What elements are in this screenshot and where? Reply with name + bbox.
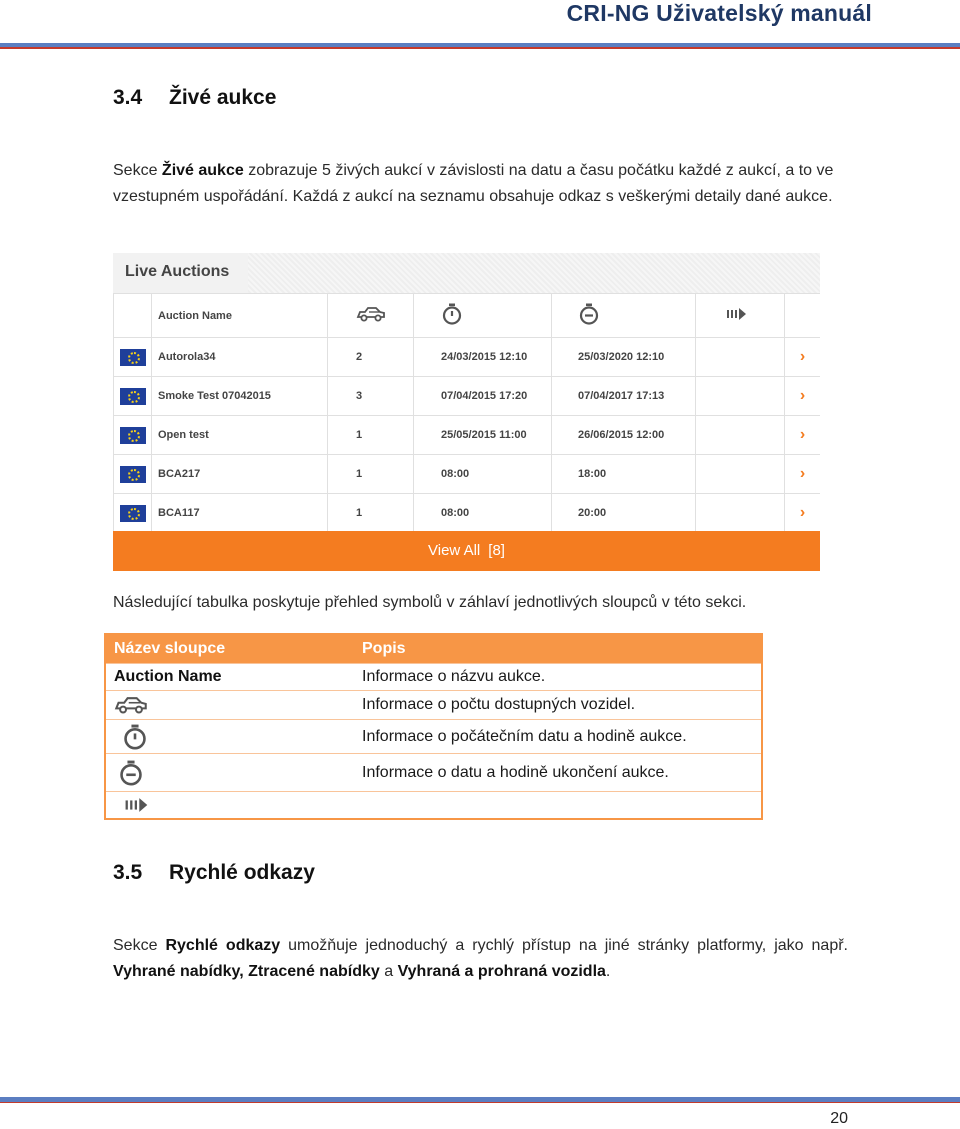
table-row <box>106 753 761 791</box>
table-row[interactable] <box>114 494 821 533</box>
stopwatch-start-icon <box>441 303 463 325</box>
section-heading-quick-links <box>113 861 315 885</box>
vehicle-count: 1 <box>328 494 414 533</box>
eu-flag-icon-cell <box>114 455 152 494</box>
next-cell <box>696 338 785 377</box>
section-heading-live-auctions <box>113 86 276 110</box>
vehicles-column-header <box>328 294 414 338</box>
car-icon <box>356 306 386 322</box>
table-row[interactable] <box>114 338 821 377</box>
footer-rule-red <box>0 1102 960 1103</box>
next-cell <box>696 416 785 455</box>
header-rule-red <box>0 47 960 49</box>
symbol-cell <box>106 691 362 719</box>
auctions-table <box>113 293 820 533</box>
chevron-right-icon[interactable]: › <box>785 338 821 377</box>
quick-links-paragraph <box>113 933 848 985</box>
eu-flag-icon <box>120 505 146 522</box>
symbol-description <box>362 792 761 818</box>
live-auctions-screenshot <box>113 253 820 571</box>
eu-flag-icon <box>120 466 146 483</box>
quick-links-bold-2: Vyhrané nabídky, Ztracené nabídky <box>113 963 380 980</box>
live-auctions-intro <box>113 158 848 210</box>
section-number: 3.5 <box>113 861 143 884</box>
start-time: 07/04/2015 17:20 <box>414 377 552 416</box>
eu-flag-icon-cell <box>114 494 152 533</box>
stopwatch-end-icon <box>578 303 600 325</box>
eu-flag-icon-cell <box>114 338 152 377</box>
symbol-description: Informace o datu a hodině ukončení aukce. <box>362 763 669 781</box>
quick-links-text: Sekce <box>113 937 166 954</box>
end-time: 07/04/2017 17:13 <box>552 377 696 416</box>
auction-name-header: Auction Name <box>152 294 328 338</box>
live-auctions-header <box>113 253 820 293</box>
quick-links-bold: Rychlé odkazy <box>165 937 281 954</box>
eu-flag-icon <box>120 388 146 405</box>
symbol-table-header <box>106 635 761 663</box>
symbol-cell <box>106 720 362 753</box>
chevron-right-icon[interactable]: › <box>785 377 821 416</box>
intro-text-lead: Sekce <box>113 162 162 179</box>
end-time: 26/06/2015 12:00 <box>552 416 696 455</box>
symbol-table <box>104 633 763 820</box>
vehicle-count: 1 <box>328 416 414 455</box>
live-auctions-title: Live Auctions <box>125 263 230 280</box>
chevron-right-icon[interactable]: › <box>785 494 821 533</box>
start-time: 08:00 <box>414 494 552 533</box>
chevron-right-icon[interactable]: › <box>785 455 821 494</box>
symbol-cell <box>106 754 362 791</box>
auctions-table-header <box>114 294 821 338</box>
intro-text-rest: zobrazuje 5 živých aukcí v závislosti na datu a času počátku každé z aukcí, a to ve vzestupném uspořádání. Každá z aukcí na seznamu obsahuje odkaz s veškerými detaily dané aukce. <box>113 162 834 205</box>
end-time: 25/03/2020 12:10 <box>552 338 696 377</box>
end-column-header <box>552 294 696 338</box>
table-row[interactable] <box>114 455 821 494</box>
table-row <box>106 663 761 690</box>
auction-name[interactable]: BCA117 <box>152 494 328 533</box>
start-time: 24/03/2015 12:10 <box>414 338 552 377</box>
section-number: 3.4 <box>113 86 143 109</box>
symbol-cell <box>106 792 362 818</box>
next-arrow-icon <box>124 797 150 813</box>
quick-links-text-mid: umožňuje jednoduchý a rychlý přístup na jiné stránky platformy, jako např. <box>280 937 849 954</box>
quick-links-bold-3: Vyhraná a prohraná vozidla <box>397 963 606 980</box>
manual-title: CRI-NG Uživatelský manuál <box>566 0 872 26</box>
auction-name[interactable]: Autorola34 <box>152 338 328 377</box>
next-cell <box>696 377 785 416</box>
view-all-label: View All <box>428 542 481 559</box>
start-column-header <box>414 294 552 338</box>
eu-flag-icon <box>120 427 146 444</box>
auction-name[interactable]: Open test <box>152 416 328 455</box>
start-time: 08:00 <box>414 455 552 494</box>
stopwatch-end-icon <box>118 760 144 786</box>
quick-links-text-and: a <box>379 963 398 980</box>
vehicle-count: 1 <box>328 455 414 494</box>
table-row[interactable] <box>114 416 821 455</box>
column-name-header: Název sloupce <box>114 640 226 657</box>
vehicle-count: 3 <box>328 377 414 416</box>
next-column-header <box>696 294 785 338</box>
auction-name[interactable]: BCA217 <box>152 455 328 494</box>
table-row <box>106 719 761 753</box>
flag-column-header <box>114 294 152 338</box>
symbol-description: Informace o počátečním datu a hodině aukce. <box>362 727 687 745</box>
intro-text-bold: Živé aukce <box>161 162 244 179</box>
vehicle-count: 2 <box>328 338 414 377</box>
symbols-intro: Následující tabulka poskytuje přehled symbolů v záhlaví jednotlivých sloupců v této sekci. <box>113 594 747 611</box>
next-cell <box>696 455 785 494</box>
view-all-button[interactable] <box>113 531 820 571</box>
eu-flag-icon-cell <box>114 416 152 455</box>
stopwatch-start-icon <box>122 724 148 750</box>
quick-links-text-end: . <box>605 963 611 980</box>
auction-name[interactable]: Smoke Test 07042015 <box>152 377 328 416</box>
end-time: 20:00 <box>552 494 696 533</box>
eu-flag-icon-cell <box>114 377 152 416</box>
chevron-right-icon[interactable]: › <box>785 416 821 455</box>
symbol-description: Informace o počtu dostupných vozidel. <box>362 696 636 713</box>
table-row <box>106 690 761 719</box>
table-row[interactable] <box>114 377 821 416</box>
eu-flag-icon <box>120 349 146 366</box>
start-time: 25/05/2015 11:00 <box>414 416 552 455</box>
section-title: Živé aukce <box>169 86 277 109</box>
table-row <box>106 791 761 818</box>
description-header: Popis <box>362 640 406 657</box>
view-all-count: [8] <box>488 542 505 559</box>
section-title: Rychlé odkazy <box>169 861 315 884</box>
next-cell <box>696 494 785 533</box>
symbol-name: Auction Name <box>114 668 222 685</box>
end-time: 18:00 <box>552 455 696 494</box>
go-column-header <box>785 294 821 338</box>
symbol-description: Informace o názvu aukce. <box>362 668 546 685</box>
page-number: 20 <box>830 1110 848 1127</box>
car-icon <box>114 695 148 715</box>
next-arrow-icon <box>726 307 748 321</box>
